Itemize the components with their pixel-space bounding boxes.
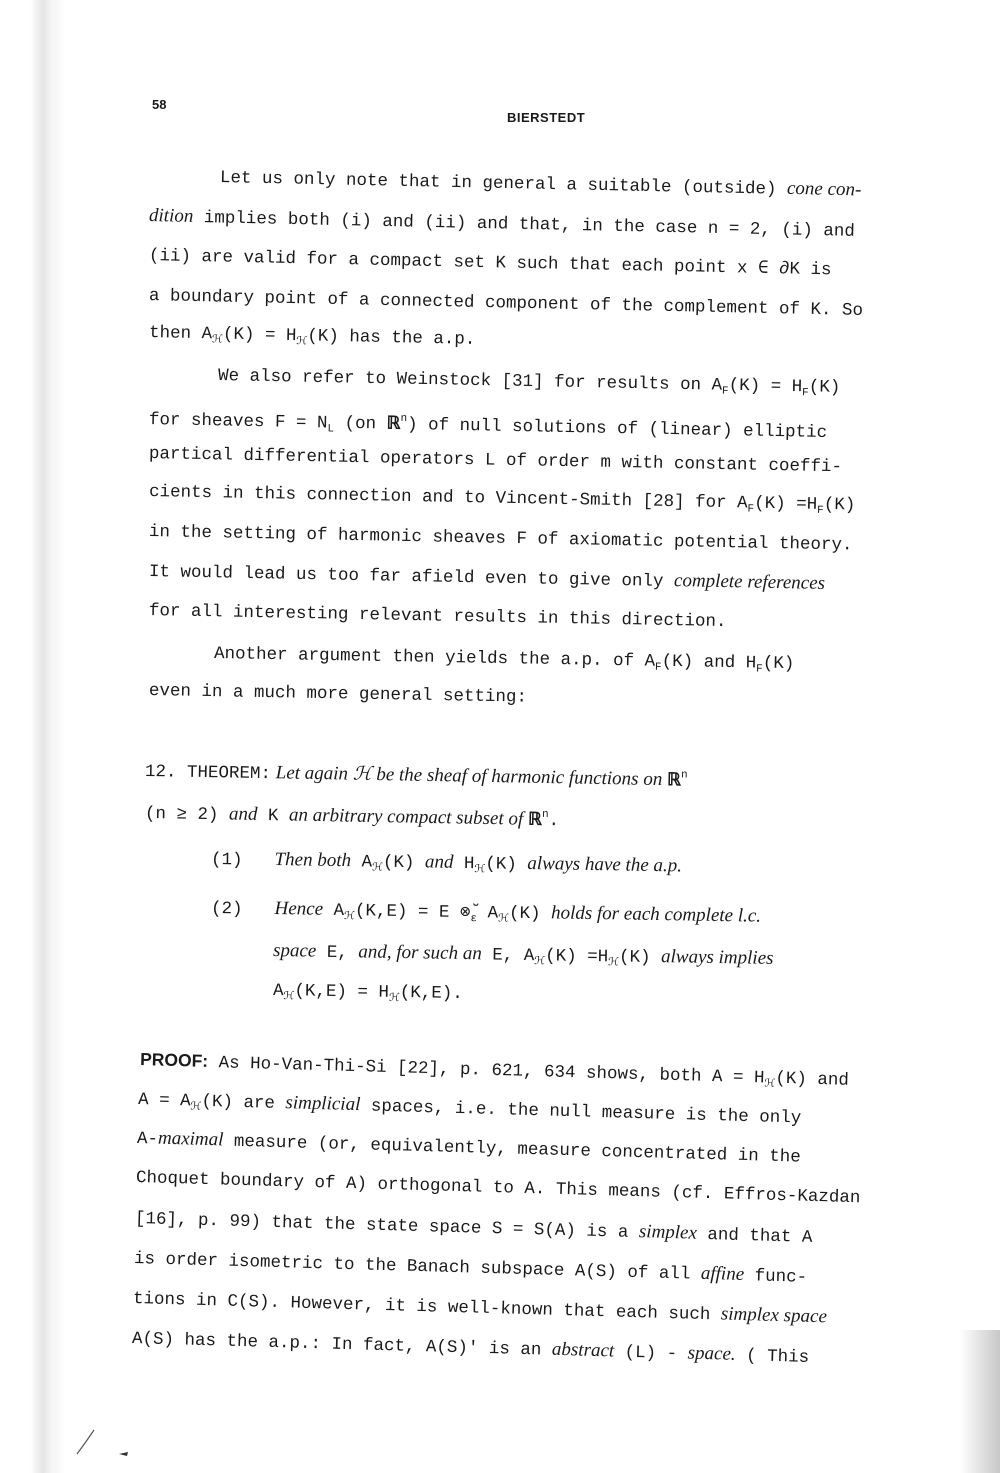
pencil-stroke-mark — [74, 1428, 98, 1458]
text-line: partical differential operators L of order m with constant coeffi- — [148, 444, 843, 478]
ink-speck-mark — [118, 1448, 130, 1458]
scan-shadow-left — [30, 0, 66, 1473]
theorem-item-2: (2) Hence $A_ℋ(K,E) = E$ $\otimes̆_\varepsilon$ $A_ℋ(K)$ holds for each complete l.c. — [210, 897, 762, 927]
text-line: We also refer to Weinstock [31] for results on $A_F(K) = H_F(K)$ — [217, 366, 841, 400]
theorem-item-1: (1) Then both $A_ℋ(K)$ and $H_ℋ(K)$ always have the a.p. — [210, 848, 683, 877]
text-line: then $A_ℋ(K) = H_ℋ(K)$ has the a.p. — [148, 323, 476, 350]
text-line: is order isometric to the Banach subspace A(S) of all affine func- — [133, 1249, 808, 1288]
text-line: It would lead us too far afield even to give only complete references — [148, 562, 826, 594]
text-line: Let us only note that in general a suitable (outside) cone con- — [219, 168, 862, 201]
text-line: (ii) are valid for a compact set K such that each point x ∈ ∂K is — [148, 246, 832, 281]
text-line: A(S) has the a.p.: In fact, A(S)' is an abstract (L) - space. ( This — [131, 1329, 810, 1368]
text-line: even in a much more general setting: — [148, 681, 528, 708]
text-line: Choquet boundary of A) orthogonal to A. This means (cf. Effros-Kazdan — [135, 1168, 861, 1209]
proof-heading: PROOF: As Ho-Van-Thi-Si [22], p. 621, 634 shows, both $A = H_ℋ(K)$ and — [139, 1049, 850, 1091]
text-line: space E, and, for such an E, $A_ℋ(K) =H_ℋ(K)$ always implies — [272, 940, 774, 970]
text-line: for sheaves $F = N_L$ (on ℝ$^n$) of null solutions of (linear) elliptic — [148, 410, 828, 444]
text-line: dition implies both (i) and (ii) and that, in the case n = 2, (i) and — [148, 205, 855, 242]
page-number: 58 — [152, 97, 167, 112]
text-line: (n ≥ 2) and K an arbitrary compact subset of ℝ$^n$. — [144, 803, 560, 832]
text-line: a boundary point of a connected component of the complement of K. So — [148, 286, 864, 321]
text-line: for all interesting relevant results in this direction. — [148, 601, 727, 633]
running-head: BIERSTEDT — [507, 110, 586, 125]
text-line: cients in this connection and to Vincent-Smith [28] for $A_F(K) =H_F(K)$ — [148, 482, 856, 517]
text-line: $A_ℋ(K,E) = H_ℋ(K,E)$. — [272, 981, 463, 1005]
text-line: [16], p. 99) that the state space S = S(A) is a simplex and that A — [134, 1209, 813, 1248]
text-line: $A = A_ℋ(K)$ are simplicial spaces, i.e. the null measure is the only — [137, 1090, 802, 1129]
text-line: in the setting of harmonic sheaves F of axiomatic potential theory. — [148, 522, 853, 556]
text-line: Another argument then yields the a.p. of $A_F(K)$ and $H_F(K)$ — [213, 644, 795, 676]
text-line: tions in C(S). However, it is well-known that each such simplex space — [132, 1289, 828, 1328]
theorem-heading: 12. THEOREM: Let again ℋ be the sheaf of harmonic functions on ℝ$^n$ — [144, 762, 688, 791]
text-line: A-maximal measure (or, equivalently, measure concentrated in the — [136, 1127, 802, 1168]
scan-shadow-right — [960, 1330, 1000, 1473]
